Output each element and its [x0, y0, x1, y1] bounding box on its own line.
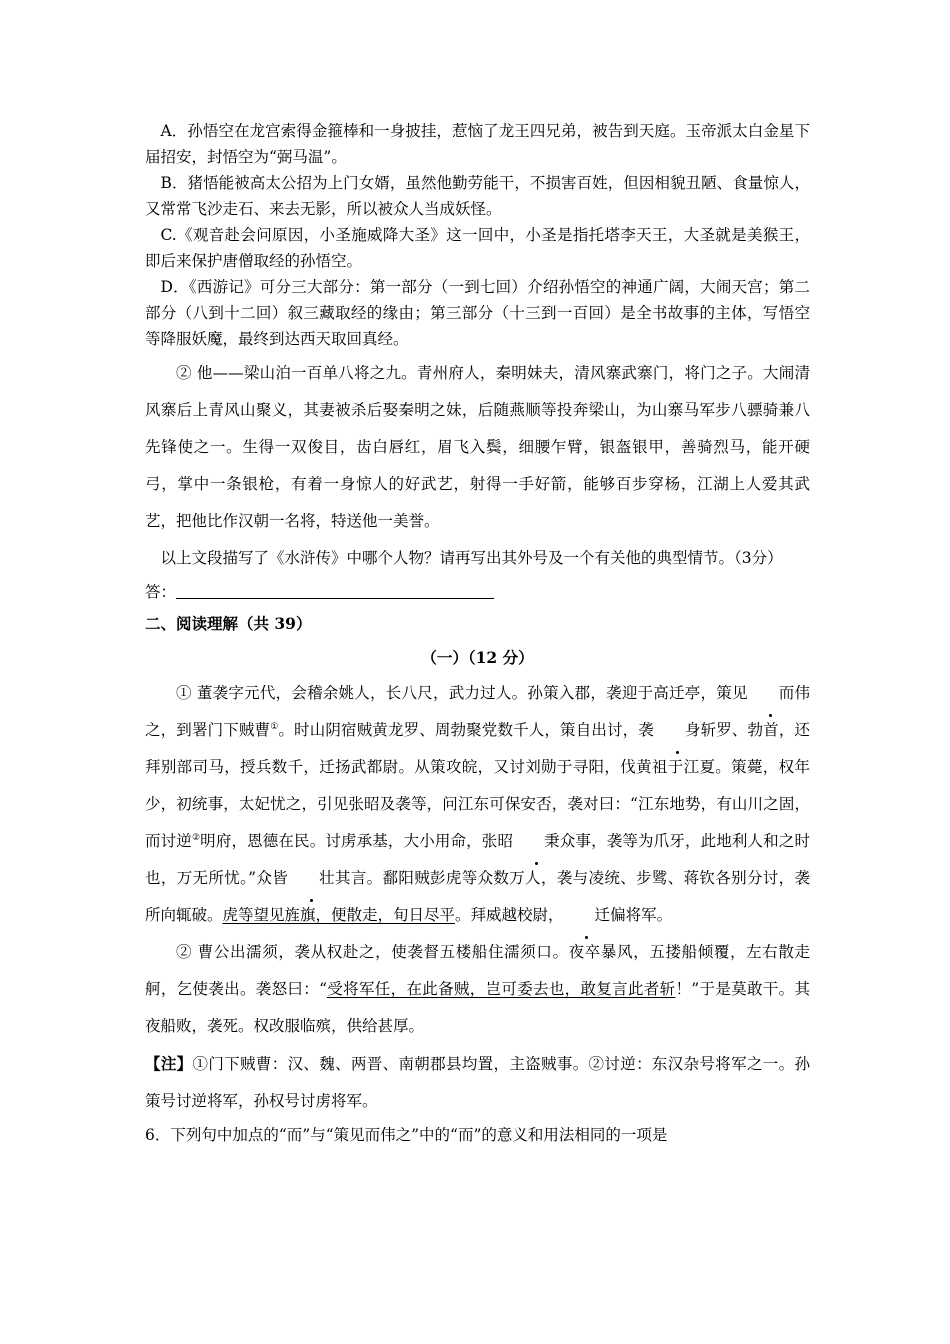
passage-water-margin: ② 他——梁山泊一百单八将之九。青州府人，秦明妹夫，清风寨武寨门，将门之子。大闹清风寨后上青风山聚义，其妻被杀后娶秦明之妹，后随燕顺等投奔梁山，为山寨马军步八骠骑兼八先锋使之一。生得一双俊目，齿白唇红，眉飞入鬓，细腰乍臂，银盔银甲，善骑烈马，能开硬弓，掌中一条银枪，有着一身惊人的好武艺，射得一手好箭，能够百步穿杨，江湖上人爱其武艺，把他比作汉朝一名将，特送他一美誉。 — [145, 364, 810, 530]
text-run: ！”于是莫敢干。其夜船败，袭死。权改服临殡，供给甚厚。 — [145, 980, 810, 1035]
text-run: 众事，袭等为爪牙，此地利人和之时也，万无所忧。”众皆 — [145, 832, 810, 887]
dotted-char: 而 — [748, 675, 795, 712]
note-label: 【注】 — [145, 1054, 193, 1073]
question-5: 以上文段描写了《水浒传》中哪个人物？请再写出其外号及一个有关他的典型情节。（3分） — [160, 549, 783, 567]
footnote — [145, 1045, 810, 1120]
text-run: ② 曹公出濡须，袭从权赴之，使袭督五楼船住濡须口。夜卒暴风，五搂船倾覆，左右散走舸，乞使袭出。袭怒曰：“ — [145, 943, 810, 998]
underlined-sentence: 受将军任，在此备贼，岂可委去也，敢复言此者斩 — [327, 980, 676, 998]
dotted-char: 迁 — [564, 897, 611, 934]
text-run: ① 董袭字元代，会稽余姚人，长八尺，武力过人。孙策入郡，袭迎于高迁亭，策见 — [176, 684, 748, 702]
option-b: B．猪悟能被高太公招为上门女婿，虽然他勤劳能干，不损害百姓，但因相貌丑陋、食量惊人，又常常飞沙走石、来去无影，所以被众人当成妖怪。 — [145, 174, 810, 218]
question-6: 6．下列句中加点的“而”与“策见而伟之”中的“而”的意义和用法相同的一项是 — [145, 1126, 668, 1144]
document-page — [145, 118, 810, 1150]
text-run: 明府，恩德在民。讨虏承基，大小用命，张昭 — [200, 832, 514, 850]
footnote-mark: ① — [270, 721, 279, 732]
text-run: 其言。鄱阳贼彭虎等众数万人，袭与凌统、步骘、蒋钦各别分讨，袭所向辄破。 — [145, 869, 810, 924]
answer-line[interactable] — [176, 580, 494, 599]
footnote-mark: ② — [191, 832, 201, 843]
text-run: 。时山阴宿贼黄龙罗、周勃聚党数千人，策自出讨，袭 — [278, 721, 654, 739]
dotted-char: 身 — [654, 712, 701, 749]
answer-label: 答： — [145, 583, 177, 601]
option-d: D．《西游记》可分三大部分：第一部分（一到七回）介绍孙悟空的神通广阔，大闹天宫；第二部分（八到十二回）叙三藏取经的缘由；第三部分（十三到一百回）是全书故事的主体，写悟空等降服妖魔，最终到达西天取回真经。 — [145, 278, 810, 348]
text-run: 。拜威越校尉， — [455, 906, 564, 924]
underlined-sentence: 虎等望见旌旗，便散走，旬日尽平 — [222, 906, 456, 924]
dotted-char: 秉 — [513, 823, 560, 860]
classical-paragraph-1 — [145, 675, 810, 934]
answer-row — [145, 577, 810, 607]
note-text: ①门下贼曹：汉、魏、两晋、南朝郡县均置，主盗贼事。②讨逆：东汉杂号将军之一。孙策号讨逆将军，孙权号讨虏将军。 — [145, 1055, 810, 1110]
text-run: 伟之，到署门下贼曹 — [145, 684, 810, 739]
option-c: C.《观音赴会问原因，小圣施威降大圣》这一回中，小圣是指托塔李天王，大圣就是美猴王，即后来保护唐僧取经的孙悟空。 — [145, 226, 810, 270]
text-run: 斩罗、勃首，还拜别部司马，授兵数千，迁扬武都尉。从策攻皖，又讨刘勋于寻阳，伐黄祖于江夏。策薨，权年少，初统事，太妃忧之，引见张昭及袭等，问江东可保安否，袭对曰：“江东地势，有山川之固，而讨逆 — [145, 721, 810, 850]
dotted-char: 壮 — [288, 860, 335, 897]
option-a: A．孙悟空在龙宫索得金箍棒和一身披挂，惹恼了龙王四兄弟，被告到天庭。玉帝派太白金星下届招安，封悟空为“弼马温”。 — [145, 122, 810, 166]
classical-paragraph-2 — [145, 934, 810, 1045]
text-run: 偏将军。 — [610, 906, 673, 924]
subsection-title: （一）（12 分） — [421, 648, 534, 667]
section-title: 二、阅读理解（共 39） — [145, 614, 312, 633]
